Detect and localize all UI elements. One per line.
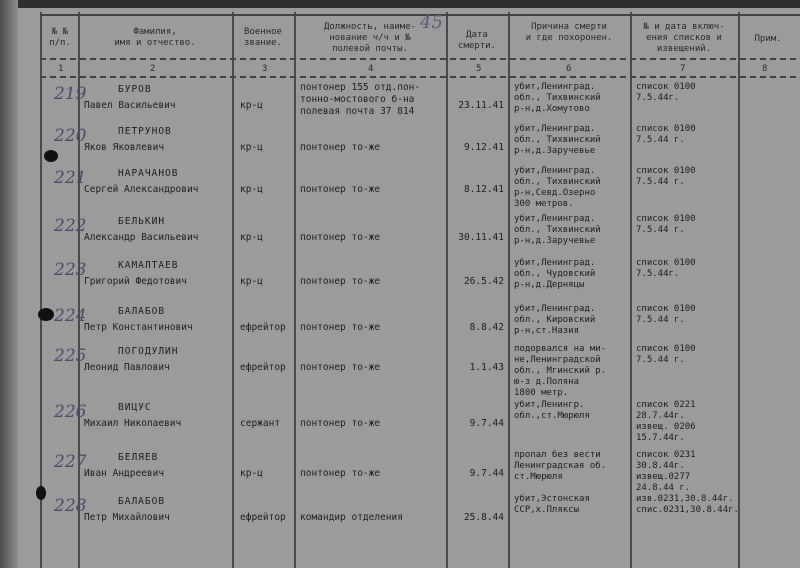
military-rank: кр-ц <box>240 100 263 111</box>
ink-blot <box>36 486 46 500</box>
column-rule <box>738 12 740 568</box>
ink-blot <box>44 150 58 162</box>
given-names: Александр Васильевич <box>84 232 199 243</box>
column-number-rule <box>40 76 800 78</box>
death-cause-burial: убит,Ленинград. обл., Тихвинский р-н,д.Хомутово <box>514 82 601 114</box>
column-number: 7 <box>680 64 686 74</box>
death-date: 25.8.44 <box>463 512 504 523</box>
given-names: Яков Яковлевич <box>84 142 165 153</box>
death-cause-burial: убит,Ленинград. обл., Кировский р-н,ст.Назия <box>514 304 596 336</box>
death-date: 9.7.44 <box>469 418 504 429</box>
row-number: 221 <box>54 168 87 188</box>
column-number: 5 <box>476 64 482 74</box>
header-date: Дата смерти. <box>458 30 496 51</box>
row-number: 223 <box>54 260 87 280</box>
military-rank: кр-ц <box>240 142 263 153</box>
column-rule <box>40 12 42 568</box>
death-cause-burial: убит,Ленинград. обл., Чудовский р-н,д.Дерняцы <box>514 258 596 290</box>
post-unit: понтонер то-же <box>300 232 381 243</box>
page-left-edge <box>0 0 18 568</box>
column-rule <box>294 12 296 568</box>
list-reference: список 0100 7.5.44 г. <box>636 304 696 325</box>
post-unit: понтонер то-же <box>300 276 381 287</box>
column-number: 1 <box>58 64 64 74</box>
death-cause-burial: пропал без вести Ленинградская об. ст.Мюрюля <box>514 450 607 482</box>
header-notes: Прим. <box>754 34 782 44</box>
death-cause-burial: убит,Эстонская ССР,х.Пляксы <box>514 494 590 515</box>
list-reference: список 0221 28.7.44г. извещ. 0206 15.7.44г. <box>636 400 696 443</box>
death-date: 26.5.42 <box>463 276 504 287</box>
column-rule <box>630 12 632 568</box>
list-reference: список 0100 7.5.44г. <box>636 82 696 103</box>
post-unit: командир отделения <box>300 512 403 523</box>
row-number: 226 <box>54 402 87 422</box>
surname: БАЛАБОВ <box>118 496 166 507</box>
post-unit: понтонер 155 отд.пон- тонно-мостового б-на полевая почта 37 814 <box>300 82 421 117</box>
column-number: 2 <box>150 64 156 74</box>
post-unit: понтонер то-же <box>300 418 381 429</box>
list-reference: изв.0231,30.8.44г. спис.0231,30.8.44г. <box>636 494 739 515</box>
header-cause: Причина смерти и где похоронен. <box>525 22 613 43</box>
list-reference: список 0100 7.5.44 г. <box>636 166 696 187</box>
surname: КАМАЛТАЕВ <box>118 260 179 271</box>
page-number-stamp: 45 <box>420 12 443 33</box>
death-cause-burial: убит,Ленинград. обл., Тихвинский р-н,Севд.Озерно 300 метров. <box>514 166 601 209</box>
surname: БЕЛЬКИН <box>118 216 166 227</box>
military-rank: ефрейтор <box>240 362 286 373</box>
header-rule <box>40 58 800 60</box>
column-number: 4 <box>368 64 374 74</box>
list-reference: список 0100 7.5.44 г. <box>636 124 696 145</box>
row-number: 220 <box>54 126 87 146</box>
surname: БАЛАБОВ <box>118 306 166 317</box>
death-cause-burial: подорвался на ми- не,Ленинградской обл., Мгинский р. ю-з д.Поляна 1800 метр. <box>514 344 607 398</box>
post-unit: понтонер то-же <box>300 322 381 333</box>
given-names: Петр Михайлович <box>84 512 170 523</box>
post-unit: понтонер то-же <box>300 468 381 479</box>
surname: НАРАЧАНОВ <box>118 168 179 179</box>
list-reference: список 0231 30.8.44г. извещ.0277 24.8.44 г. <box>636 450 696 493</box>
column-number: 6 <box>566 64 572 74</box>
row-number: 227 <box>54 452 87 472</box>
military-rank: ефрейтор <box>240 512 286 523</box>
header-post: Должность, наиме- нование ч/ч и № полевой почты. <box>323 22 417 54</box>
given-names: Сергей Александрович <box>84 184 199 195</box>
column-rule <box>508 12 510 568</box>
surname: ПОГОДУЛИН <box>118 346 179 357</box>
row-number: 224 <box>54 306 87 326</box>
header-name: Фамилия, имя и отчество. <box>114 27 196 48</box>
given-names: Михаил Николаевич <box>84 418 182 429</box>
surname: БЕЛЯЕВ <box>118 452 159 463</box>
list-reference: список 0100 7.5.44г. <box>636 258 696 279</box>
military-rank: кр-ц <box>240 276 263 287</box>
row-number: 225 <box>54 346 87 366</box>
column-rule <box>232 12 234 568</box>
surname: ПЕТРУНОВ <box>118 126 172 137</box>
death-cause-burial: убит,Ленинград. обл., Тихвинский р-н,д.Заручевье <box>514 214 601 246</box>
given-names: Иван Андреевич <box>84 468 165 479</box>
header-num: № № п/п. <box>49 27 71 48</box>
military-rank: кр-ц <box>240 184 263 195</box>
surname: ВИЦУС <box>118 402 152 413</box>
military-rank: кр-ц <box>240 468 263 479</box>
death-date: 8.12.41 <box>463 184 504 195</box>
header-rank: Военное звание. <box>244 27 282 48</box>
given-names: Григорий Федотович <box>84 276 187 287</box>
death-date: 9.12.41 <box>463 142 504 153</box>
post-unit: понтонер то-же <box>300 142 381 153</box>
death-date: 1.1.43 <box>469 362 504 373</box>
military-rank: кр-ц <box>240 232 263 243</box>
death-date: 8.8.42 <box>469 322 504 333</box>
death-cause-burial: убит,Ленинград. обл., Тихвинский р-н,д.Заручевье <box>514 124 601 156</box>
post-unit: понтонер то-же <box>300 184 381 195</box>
list-reference: список 0100 7.5.44 г. <box>636 214 696 235</box>
given-names: Петр Константинович <box>84 322 193 333</box>
death-cause-burial: убит,Ленингр. обл.,ст.Мюрюля <box>514 400 590 421</box>
list-reference: список 0100 7.5.44 г. <box>636 344 696 365</box>
column-number: 3 <box>262 64 268 74</box>
given-names: Павел Васильевич <box>84 100 176 111</box>
given-names: Леонид Павлович <box>84 362 170 373</box>
row-number: 219 <box>54 84 87 104</box>
row-number: 228 <box>54 496 87 516</box>
header-lists: № и дата включ- ения списков и извещений. <box>643 22 725 54</box>
page-top-edge <box>0 0 800 8</box>
death-date: 23.11.41 <box>458 100 504 111</box>
row-number: 222 <box>54 216 87 236</box>
ink-blot <box>38 308 54 321</box>
military-rank: сержант <box>240 418 281 429</box>
military-rank: ефрейтор <box>240 322 286 333</box>
post-unit: понтонер то-же <box>300 362 381 373</box>
column-number: 8 <box>762 64 768 74</box>
column-rule <box>446 12 448 568</box>
death-date: 30.11.41 <box>458 232 504 243</box>
surname: БУРОВ <box>118 84 152 95</box>
death-date: 9.7.44 <box>469 468 504 479</box>
